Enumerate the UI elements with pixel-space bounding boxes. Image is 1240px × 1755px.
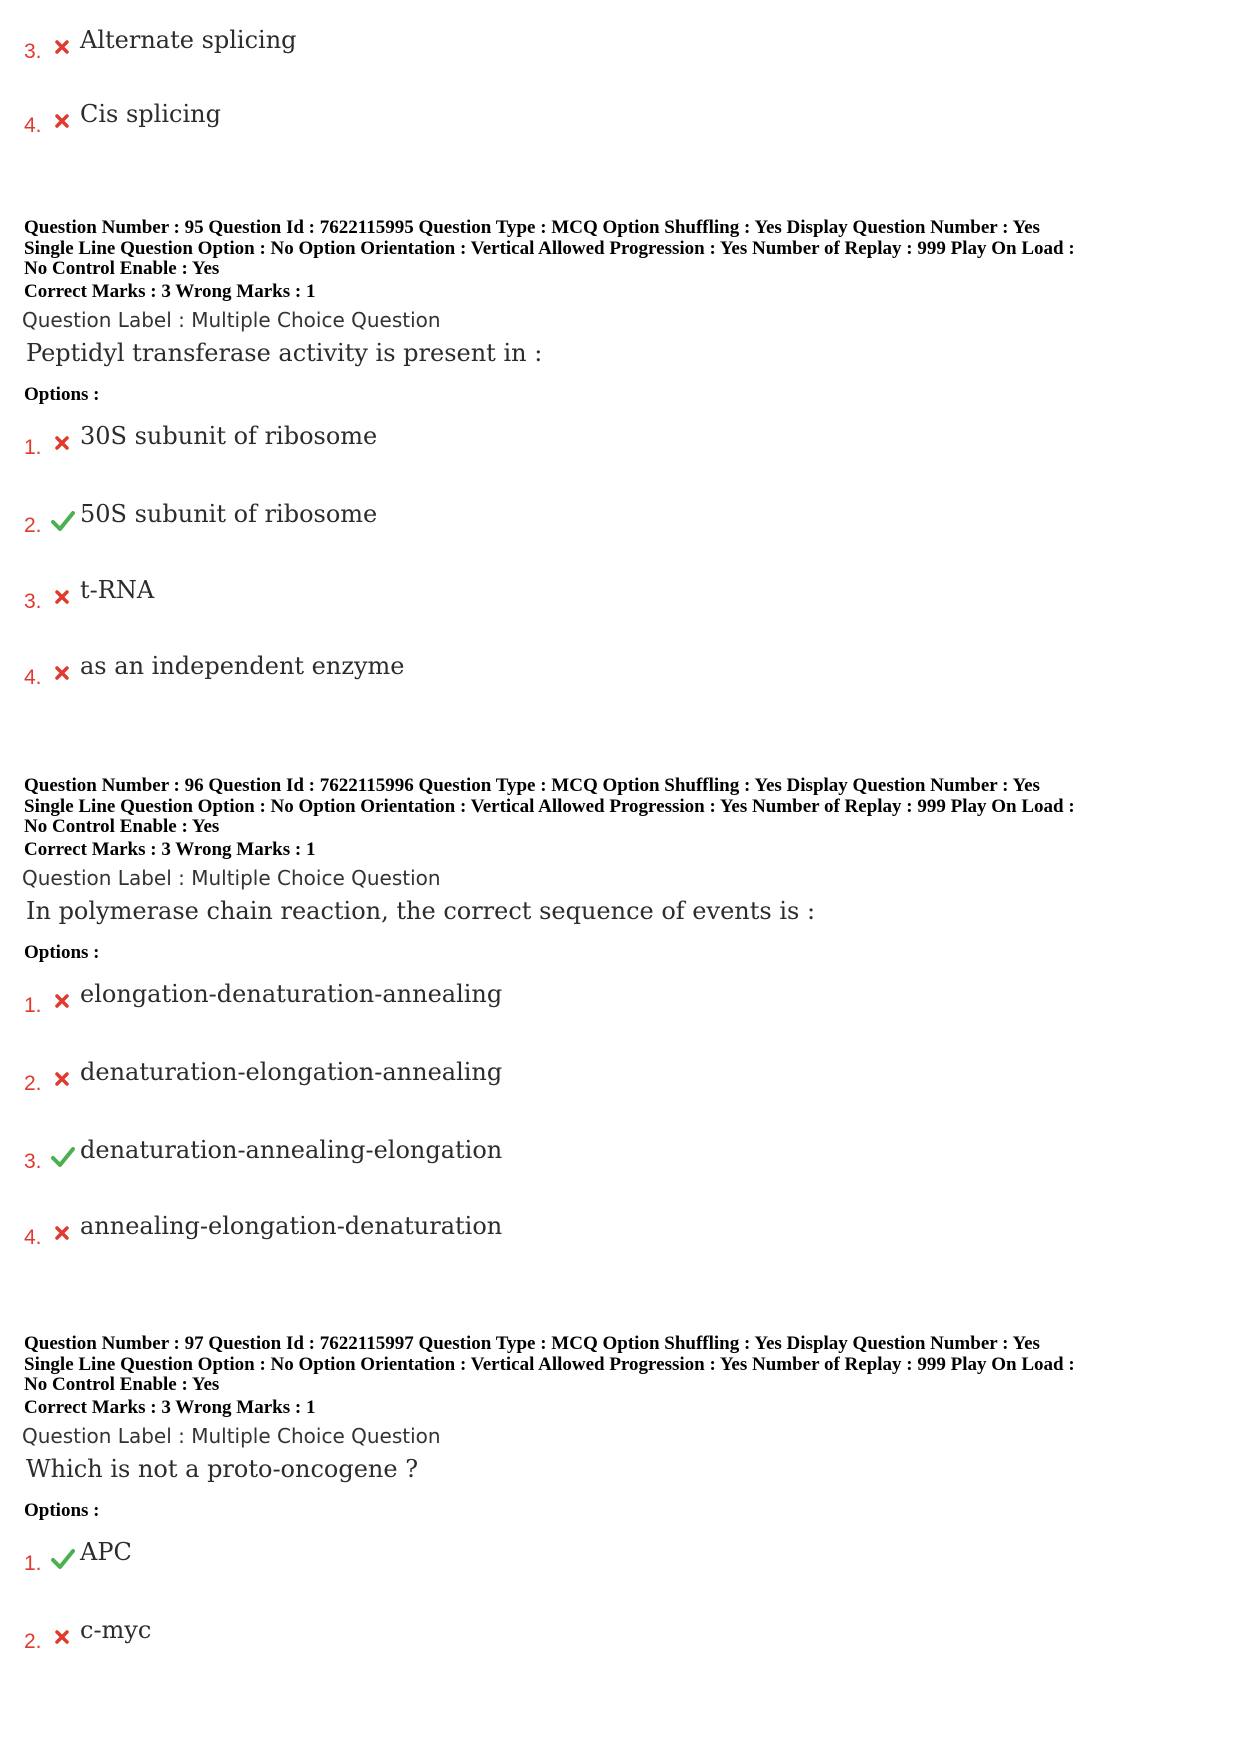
- wrong-icon: [51, 432, 73, 454]
- wrong-icon: [51, 1626, 73, 1648]
- option: [24, 1616, 824, 1656]
- option: [24, 1212, 824, 1252]
- options-label: Options :: [24, 384, 100, 405]
- option-text: c-myc: [80, 1616, 152, 1644]
- question-block-97: [22, 1333, 1224, 1653]
- option: [24, 100, 824, 140]
- question-block-96: [22, 775, 1224, 1249]
- option-number: 4.: [24, 666, 42, 689]
- question-meta-line: No Control Enable : Yes: [24, 816, 220, 837]
- option: [24, 26, 824, 66]
- question-meta-line: Question Number : 96 Question Id : 7622115996 Question Type : MCQ Option Shuffling : Yes Display Question Number : Yes: [24, 775, 1040, 796]
- option-text: as an independent enzyme: [80, 652, 405, 680]
- option-number: 1.: [24, 436, 42, 459]
- option-text: 50S subunit of ribosome: [80, 500, 378, 528]
- option-number: 3.: [24, 40, 42, 63]
- option-text: Cis splicing: [80, 100, 221, 128]
- option: [24, 576, 824, 616]
- option-text: 30S subunit of ribosome: [80, 422, 378, 450]
- option-text: annealing-elongation-denaturation: [80, 1212, 503, 1240]
- question-meta-line: Question Number : 97 Question Id : 7622115997 Question Type : MCQ Option Shuffling : Yes Display Question Number : Yes: [24, 1333, 1040, 1354]
- option-text: denaturation-annealing-elongation: [80, 1136, 503, 1164]
- wrong-icon: [51, 1068, 73, 1090]
- option-number: 2.: [24, 1072, 42, 1095]
- marks-info: Correct Marks : 3 Wrong Marks : 1: [24, 1397, 316, 1418]
- option-text: elongation-denaturation-annealing: [80, 980, 503, 1008]
- question-meta-line: Single Line Question Option : No Option Orientation : Vertical Allowed Progression : Yes Number of Replay : 999 Play On Load :: [24, 795, 1075, 817]
- check-icon: [51, 1548, 73, 1570]
- option-number: 3.: [24, 590, 42, 613]
- wrong-icon: [51, 1222, 73, 1244]
- question-label: Question Label : Multiple Choice Question: [22, 1424, 441, 1448]
- option-text: denaturation-elongation-annealing: [80, 1058, 503, 1086]
- marks-info: Correct Marks : 3 Wrong Marks : 1: [24, 839, 316, 860]
- option: [24, 1136, 824, 1176]
- option-text: Alternate splicing: [80, 26, 297, 54]
- option-number: 1.: [24, 1552, 42, 1575]
- option-number: 4.: [24, 1226, 42, 1249]
- question-text: Peptidyl transferase activity is present in :: [26, 339, 543, 367]
- wrong-icon: [51, 586, 73, 608]
- options-label: Options :: [24, 1500, 100, 1521]
- option: [24, 422, 824, 462]
- wrong-icon: [51, 662, 73, 684]
- option-text: t-RNA: [80, 576, 155, 604]
- option-number: 4.: [24, 114, 42, 137]
- question-text: Which is not a proto-oncogene ?: [26, 1455, 419, 1483]
- check-icon: [51, 510, 73, 532]
- question-label: Question Label : Multiple Choice Question: [22, 866, 441, 890]
- question-meta-line: Question Number : 95 Question Id : 7622115995 Question Type : MCQ Option Shuffling : Yes Display Question Number : Yes: [24, 217, 1040, 238]
- option: [24, 980, 824, 1020]
- question-meta-line: No Control Enable : Yes: [24, 1374, 220, 1395]
- option: [24, 652, 824, 692]
- option-number: 2.: [24, 514, 42, 537]
- wrong-icon: [51, 990, 73, 1012]
- check-icon: [51, 1146, 73, 1168]
- question-meta-line: No Control Enable : Yes: [24, 258, 220, 279]
- option-number: 3.: [24, 1150, 42, 1173]
- options-label: Options :: [24, 942, 100, 963]
- option: [24, 1058, 824, 1098]
- wrong-icon: [51, 36, 73, 58]
- question-text: In polymerase chain reaction, the correct sequence of events is :: [26, 897, 816, 925]
- question-meta-line: Single Line Question Option : No Option Orientation : Vertical Allowed Progression : Yes Number of Replay : 999 Play On Load :: [24, 1353, 1075, 1375]
- wrong-icon: [51, 110, 73, 132]
- marks-info: Correct Marks : 3 Wrong Marks : 1: [24, 281, 316, 302]
- question-meta-line: Single Line Question Option : No Option Orientation : Vertical Allowed Progression : Yes Number of Replay : 999 Play On Load :: [24, 237, 1075, 259]
- option: [24, 500, 824, 540]
- question-label: Question Label : Multiple Choice Question: [22, 308, 441, 332]
- option: [24, 1538, 824, 1578]
- option-number: 2.: [24, 1630, 42, 1653]
- option-number: 1.: [24, 994, 42, 1017]
- option-text: APC: [80, 1538, 132, 1566]
- question-block-95: [22, 217, 1224, 689]
